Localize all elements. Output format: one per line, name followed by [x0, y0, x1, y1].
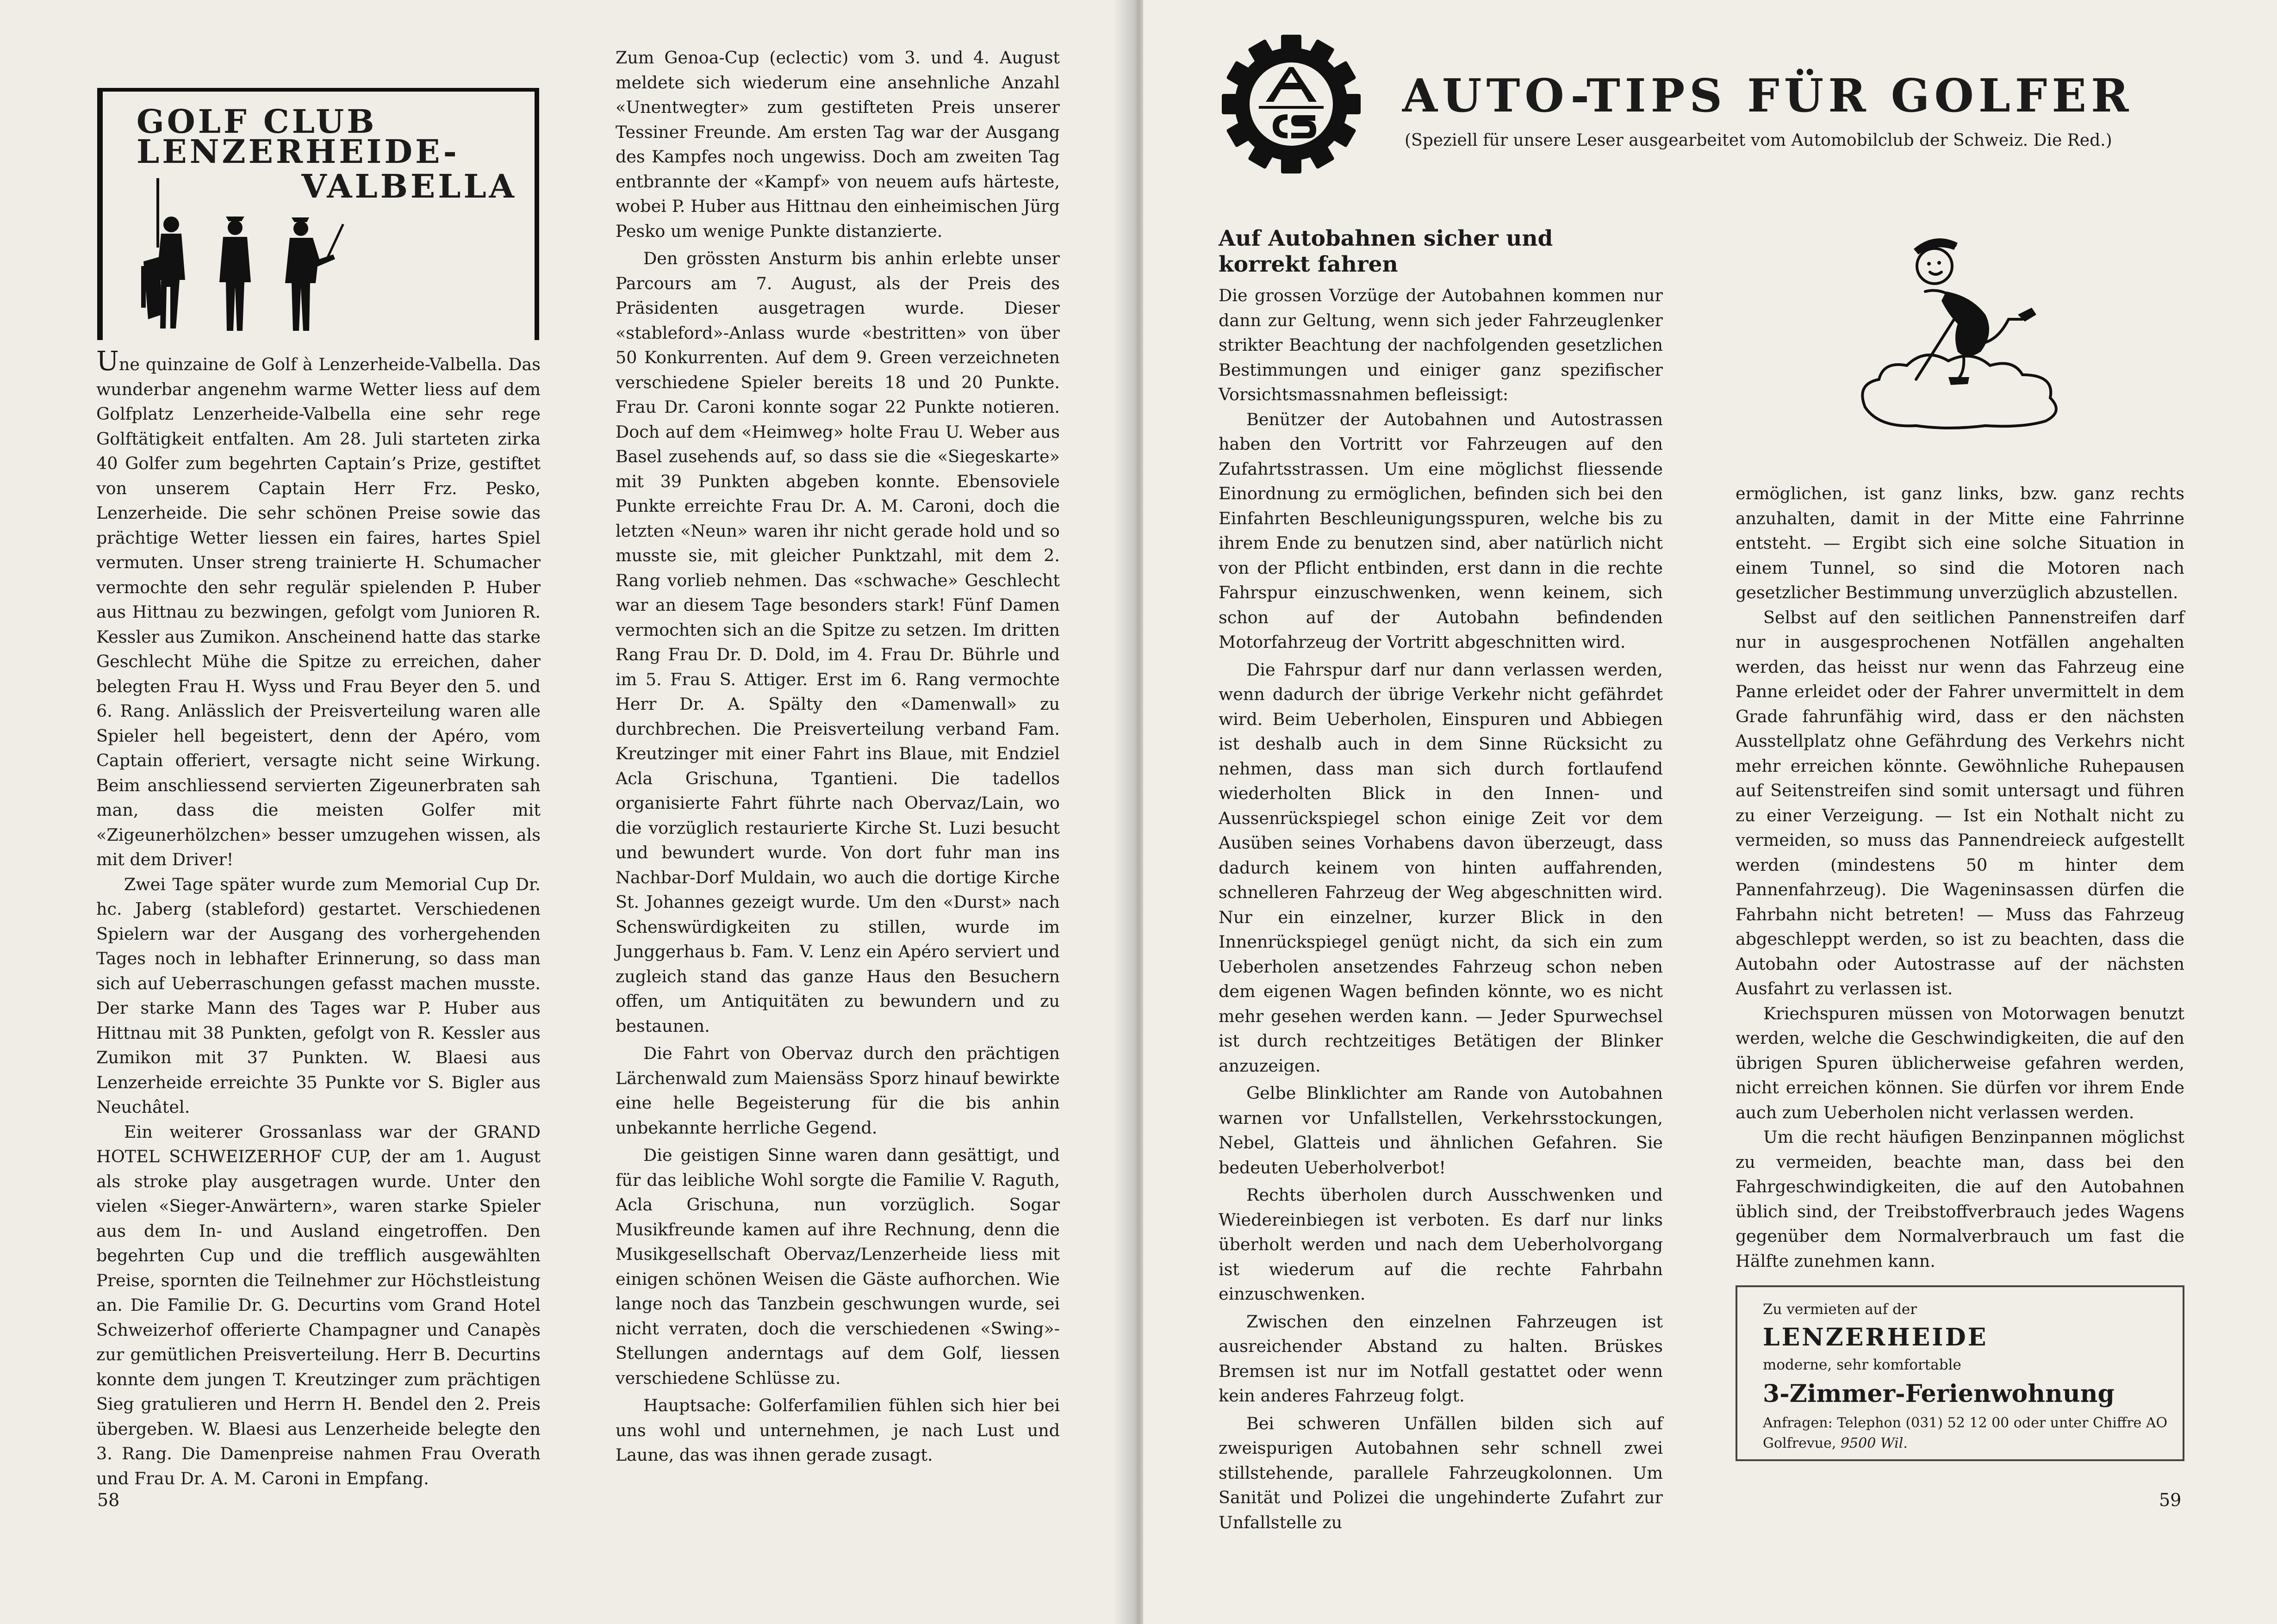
right-col2-para-3: Kriechspuren müssen von Motorwagen benutzt werden, welche die Geschwindigkeiten, die auf den übrigen Spuren üblicherweise gefahren werden, nicht erreichen können. Sie dürfen vor ihrem Ende auch zum Ueberholen nicht verlassen werden. — [1736, 1003, 2184, 1122]
right-column-2 — [1736, 481, 2184, 1273]
header-title: AUTO-TIPS FÜR GOLFER — [1402, 69, 2134, 123]
club-title-line-3: VALBELLA — [301, 167, 517, 205]
ad-description: moderne, sehr komfortable — [1763, 1357, 1961, 1373]
club-title-line-1: GOLF CLUB — [137, 102, 377, 141]
left-col1-para-2: Zwei Tage später wurde zum Memorial Cup Dr. hc. Jaberg (stableford) gestartet. Verschiedenen Spielern war der Ausgang des vorhergehenden Tages noch in lebhafter Erinnerung, so dass man sich auf Ueberraschungen gefasst machen musste. Der starke Mann des Tages war P. Huber aus Hittnau mit 38 Punkten, gefolgt von R. Kessler aus Zumikon mit 37 Punkten. W. Blaesi aus Lenzerheide erreichte 35 Punkte vor S. Bigler aus Neuchâtel. — [96, 874, 541, 1117]
right-col1-para-7: Bei schweren Unfällen bilden sich auf zweispurigen Autobahnen sehr schnell zwei stillstehende, parallele Fahrzeugkolonnen. Um Sanität und Polizei die ungehinderte Zufahrt zur Unfallstelle zu — [1219, 1413, 1663, 1532]
right-col1-para-3: Die Fahrspur darf nur dann verlassen werden, wenn dadurch der übrige Verkehr nicht gefährdet wird. Beim Ueberholen, Einspuren und Abbiegen ist deshalb auch in dem Sinne Rücksicht zu nehmen, dass man sich durch fortlaufend wiederholten Blick in den Innen- und Aussenrückspiegel schon einige Zeit vor dem Ausüben seines Vorhabens davon überzeugt, dass dadurch keinem von hinten auffahrenden, schnelleren Fahrzeug der Weg abgeschnitten wird. Nur ein einzelner, kurzer Blick in den Innenrückspiegel genügt nicht, da sich ein zum Ueberholen ansetzendes Fahrzeug schon neben dem eigenen Wagen befinden könnte, wo es nicht mehr gesehen werden kann. — Jeder Spurwechsel ist durch rechtzeitiges Betätigen der Blinker anzuzeigen. — [1219, 659, 1663, 1076]
right-col2-para-4: Um die recht häufigen Benzinpannen möglichst zu vermeiden, beachte man, dass bei den Fahrgeschwindigkeiten, die auf den Autobahnen üblich sind, der Treibstoffverbrauch jedes Wagens gegenüber dem Normalverbrauch um fast die Hälfte zunehmen kann. — [1736, 1127, 2184, 1271]
left-col2-para-5: Hauptsache: Golferfamilien fühlen sich hier bei uns wohl und unternehmen, je nach Lust und Laune, das was ihnen gerade zusagt. — [616, 1395, 1060, 1465]
right-col1-para-6: Zwischen den einzelnen Fahrzeugen ist ausreichender Abstand zu halten. Brüskes Bremsen ist nur im Notfall gestattet oder wenn kein anderes Fahrzeug folgt. — [1219, 1311, 1663, 1406]
article-title-text: Auf Autobahnen sicher und korrekt fahren — [1219, 226, 1553, 277]
title-box-left-rule — [97, 88, 103, 340]
club-title-line-2: LENZERHEIDE- — [137, 132, 460, 171]
ad-location: LENZERHEIDE — [1763, 1323, 1988, 1351]
left-col2-para-2: Den grössten Ansturm bis anhin erlebte unser Parcours am 7. August, als der Preis des Präsidenten ausgetragen wurde. Dieser «stableford»-Anlass wurde «bestritten» von über 50 Konkurrenten. Auf dem 9. Green verzeichneten verschiedene Spieler bereits 18 und 20 Punkte. Frau Dr. Caroni konnte sogar 22 Punkte notieren. Doch auf dem «Heimweg» holte Frau U. Weber aus Basel zusehends auf, so dass sie die «Siegeskarte» mit 39 Punkten abgeben konnte. Ebensoviele Punkte erreichte Frau Dr. A. M. Caroni, doch die letzten «Neun» waren ihr nicht gerade hold und so musste sie, mit gleicher Punktzahl, mit dem 2. Rang vorlieb nehmen. Das «schwache» Geschlecht war an diesem Tage besonders stark! Fünf Damen vermochten sich an die Spitze zu setzen. Im dritten Rang Frau Dr. D. Dold, im 4. Frau Dr. Bührle und im 5. Frau S. Attiger. Erst im 6. Rang vermochte Herr Dr. A. Spälty den «Damenwall» zu durchbrechen. Die Preisverteilung verband Fam. Kreutzinger mit einer Fahrt ins Blaue, mit Endziel Acla Grischuna, Tgantieni. Die tadellos organisierte Fahrt führte nach Obervaz/Lain, wo die vorzüglich restaurierte Kirche St. Luzi besucht und bewundert wurde. Von dort fuhr man ins Nachbar-Dorf Muldain, wo auch die dortige Kirche St. Johannes gezeigt wurde. Um den «Durst» nach Schenswürdigkeiten zu stillen, wurde im Junggerhaus b. Fam. V. Lenz ein Apéro serviert und zugleich stand das ganze Haus den Besuchern offen, um Antiquitäten zu bewundern und zu bestaunen. — [616, 248, 1060, 1036]
right-col1-para-5: Rechts überholen durch Ausschwenken und Wiedereinbiegen ist verboten. Es darf nur links überholt werden und nach dem Ueberholvorgang ist wiederum auf die rechte Fahrbahn einzuschwenken. — [1219, 1185, 1663, 1304]
ad-contact-text: Anfragen: Telephon (031) 52 12 00 oder unter Chiffre AO Golfrevue, — [1763, 1415, 2168, 1451]
left-column-2 — [616, 45, 1060, 1468]
right-col2-para-2: Selbst auf den seitlichen Pannenstreifen darf nur in ausgesprochenen Notfällen angehalten werden, das heisst nur wenn das Fahrzeug eine Panne erleidet oder der Fahrer unvermittelt in dem Grade fahrunfähig wird, dass er den nächsten Ausstellplatz ohne Gefährdung des Verkehrs nicht mehr erreichen könnte. Gewöhnliche Ruhepausen auf Seitenstreifen sind somit untersagt und führen zu einer Verzeigung. — Ist ein Nothalt nicht zu vermeiden, so muss das Pannendreieck aufgestellt werden (mindestens 50 m hinter dem Pannenfahrzeug). Die Wageninsassen dürfen die Fahrbahn nicht betreten! — Muss das Fahrzeug abgeschleppt werden, so ist zu beachten, dass die Autobahn oder Autostrasse auf der nächsten Ausfahrt zu verlassen ist. — [1736, 607, 2184, 998]
golfer-on-cloud-illustration — [1847, 222, 2078, 453]
left-col1-para-3: Ein weiterer Grossanlass war der GRAND HOTEL SCHWEIZERHOF CUP, der am 1. August als stroke play ausgetragen wurde. Unter den vielen «Sieger-Anwärtern», waren starke Spieler aus dem In- und Ausland eingetroffen. Den begehrten Cup und die trefflich ausgewählten Preise, spornten die Teilnehmer zur Höchstleistung an. Die Familie Dr. G. Decurtins vom Grand Hotel Schweizerhof offerierte Champagner und Canapès zur gemütlichen Preisverteilung. Herr B. Decurtins konnte dem jungen T. Kreutzinger zum prächtigen Sieg gratulieren und Herrn H. Bendel den 2. Preis übergeben. W. Blaesi aus Lenzerheide belegte den 3. Rang. Die Damenpreise nahmen Frau Overath und Frau Dr. A. M. Caroni in Empfang. — [96, 1122, 541, 1488]
right-col2-para-1: ermöglichen, ist ganz links, bzw. ganz rechts anzuhalten, damit in der Mitte eine Fahrrinne entsteht. — Ergibt sich eine solche Situation in einem Tunnel, so sind die Motoren nach gesetzlicher Bestimmung unverzüglich abzustellen. — [1736, 483, 2184, 602]
article-title — [1219, 226, 1589, 278]
dropcap-letter: U — [96, 345, 119, 377]
ad-intro: Zu vermieten auf der — [1763, 1301, 1917, 1318]
right-column-1 — [1219, 283, 1663, 1535]
page-number-left: 58 — [97, 1490, 120, 1510]
golfers-illustration — [116, 167, 393, 338]
ad-apartment: 3-Zimmer-Ferienwohnung — [1763, 1380, 2115, 1408]
left-col1-para-1 — [96, 345, 541, 872]
ad-contact-place: 9500 Wil. — [1840, 1435, 1908, 1451]
left-col2-para-4: Die geistigen Sinne waren dann gesättigt, und für das leibliche Wohl sorgte die Familie V. Raguth, Acla Grischuna, nun vorzüglich. Sogar Musikfreunde kamen auf ihre Rechnung, denn die Musikgesellschaft Obervaz/Lenzerheide liess mit einigen schönen Weisen die Gäste aufhorchen. Wie lange noch das Tanzbein geschwungen wurde, sei nicht verraten, doch die verschiedenen «Swing»-Stellungen anderntags auf dem Golf, liessen verschiedene Schlüsse zu. — [616, 1145, 1060, 1388]
right-col1-para-4: Gelbe Blinklichter am Rande von Autobahnen warnen vor Unfallstellen, Verkehrsstockungen, Nebel, Glatteis und ähnlichen Gefahren. Sie bedeuten Ueberholverbot! — [1219, 1083, 1663, 1178]
left-col1-para-1-text: ne quinzaine de Golf à Lenzerheide-Valbella. Das wunderbar angenehm warme Wetter liess auf dem Golfplatz Lenzerheide-Valbella eine sehr rege Golftätigkeit entfalten. Am 28. Juli starteten zirka 40 Golfer zum begehrten Captain’s Prize, gestiftet von unserem Captain Herr Frz. Pesko, Lenzerheide. Die sehr schönen Preise sowie das prächtige Wetter liessen ein faires, hartes Spiel vermuten. Unser streng trainierte H. Schumacher vermochte den sehr regulär spielenden P. Huber aus Hittnau zu bezwingen, gefolgt vom Junioren R. Kessler aus Zumikon. Anscheinend hatte das starke Geschlecht Mühe die Spitze zu erreichen, daher belegten Frau H. Wyss und Frau Beyer den 5. und 6. Rang. Anlässlich der Preisverteilung waren alle Spieler hell begeistert, denn der Apéro, vom Captain offeriert, versagte nicht seine Wirkung. Beim anschliessend servierten Zigeunerbraten sah man, dass die meisten Golfer mit «Zigeunerhölzchen» besser umzugehen wissen, als mit dem Driver! — [96, 354, 541, 869]
page-number-right: 59 — [2159, 1490, 2182, 1510]
right-col1-para-2: Benützer der Autobahnen und Autostrassen haben den Vortritt vor Fahrzeugen auf den Zufahrtsstrassen. Um eine möglichst fliessende Einordnung zu ermöglichen, befinden sich bei den Einfahrten Beschleunigungsspuren, welche bis zu ihrem Ende zu benutzen sind, aber natürlich nicht von der Pflicht entbinden, erst dann in die rechte Fahrspur einzuschwenken, wenn keinem, sich schon auf der Autobahn befindenden Motorfahrzeug der Vortritt abgeschnitten wird. — [1219, 409, 1663, 652]
club-title-box — [97, 88, 539, 340]
right-col1-para-1: Die grossen Vorzüge der Autobahnen kommen nur dann zur Geltung, wenn sich jeder Fahrzeuglenker strikter Beachtung der nachfolgenden gesetzlichen Bestimmungen und einiger ganz spezifischer Vorsichtsmassnahmen befleissigt: — [1219, 285, 1663, 404]
header-subtitle: (Speziell für unsere Leser ausgearbeitet vom Automobilclub der Schweiz. Die Red.) — [1405, 131, 2112, 150]
title-box-top-rule — [97, 88, 539, 92]
title-box-right-rule — [535, 88, 539, 340]
ad-contact — [1763, 1413, 2170, 1454]
left-page — [0, 0, 1134, 1624]
acs-gear-logo-icon — [1222, 35, 1361, 174]
rental-advertisement-box — [1736, 1285, 2184, 1461]
left-col2-para-1: Zum Genoa-Cup (eclectic) vom 3. und 4. August meldete sich wiederum eine ansehnliche Anzahl «Unentwegter» zum gestifteten Preis unserer Tessiner Freunde. Am ersten Tag war der Ausgang des Kampfes noch ungewiss. Doch am zweiten Tag entbrannte der «Kampf» von neuem aufs härteste, wobei P. Huber aus Hittnau den einheimischen Jürg Pesko um wenige Punkte distanzierte. — [616, 48, 1060, 241]
left-col2-para-3: Die Fahrt von Obervaz durch den prächtigen Lärchenwald zum Maiensäss Sporz hinauf bewirkte eine helle Begeisterung für die bis anhin unbekannte herrliche Gegend. — [616, 1043, 1060, 1138]
left-column-1 — [96, 345, 541, 1491]
